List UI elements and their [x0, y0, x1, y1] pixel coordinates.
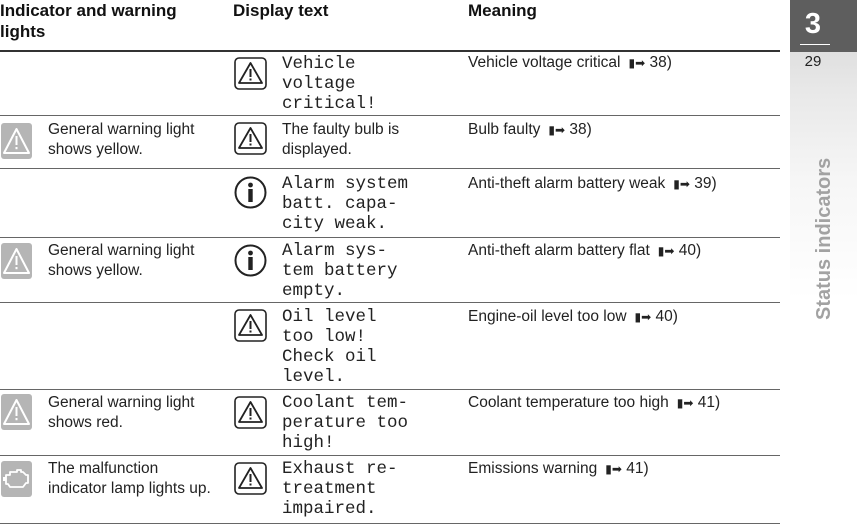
- general-warning-icon: [1, 123, 32, 159]
- meaning-text: [468, 459, 778, 479]
- general-warning-icon: [1, 243, 32, 279]
- page-ref-arrow-icon: ▮➡: [634, 310, 652, 324]
- display-text: Oil level too low! Check oil level.: [282, 307, 377, 387]
- page-ref[interactable]: 38): [649, 54, 672, 71]
- column-header-meaning: Meaning: [468, 1, 537, 20]
- meaning-text: [468, 120, 778, 140]
- indicator-text: General warning light shows yellow.: [48, 121, 195, 158]
- column-header-display: Display text: [233, 1, 329, 20]
- page-ref[interactable]: 41): [626, 460, 649, 477]
- info-icon: [234, 176, 267, 209]
- table-row: [0, 238, 780, 303]
- meaning-label: Coolant temperature too high: [468, 394, 669, 411]
- table-row: [0, 456, 780, 524]
- chapter-number: 3: [804, 8, 822, 40]
- display-text: Alarm system batt. capa- city weak.: [282, 174, 409, 234]
- general-warning-icon: [1, 394, 32, 430]
- meaning-text: [468, 241, 778, 261]
- warning-triangle-icon: [234, 57, 267, 90]
- chapter-tab: [790, 0, 857, 52]
- warning-triangle-icon: [234, 396, 267, 429]
- display-text: Vehicle voltage critical!: [282, 54, 377, 114]
- table-row: [0, 52, 780, 116]
- chapter-divider: [800, 44, 830, 45]
- meaning-label: Emissions warning: [468, 460, 598, 477]
- meaning-text: [468, 53, 778, 73]
- indicator-text: General warning light shows red.: [48, 394, 195, 431]
- meaning-text: [468, 393, 778, 413]
- meaning-text: [468, 307, 778, 327]
- page-ref[interactable]: 39): [694, 175, 717, 192]
- display-text: The faulty bulb is displayed.: [282, 121, 400, 158]
- page-ref[interactable]: 41): [697, 394, 721, 411]
- table-row: [0, 390, 780, 456]
- page-ref-arrow-icon: ▮➡: [548, 123, 566, 137]
- column-header-indicator: Indicator and warning lights: [0, 1, 177, 41]
- table-row: [0, 169, 780, 238]
- page-ref-arrow-icon: ▮➡: [673, 177, 690, 191]
- engine-malfunction-icon: [1, 461, 32, 497]
- indicator-text: The malfunction indicator lamp lights up.: [48, 460, 211, 497]
- meaning-label: Bulb faulty: [468, 121, 541, 138]
- page-ref[interactable]: 38): [569, 121, 592, 138]
- page-ref-arrow-icon: ▮➡: [605, 462, 622, 476]
- table-row: [0, 116, 780, 169]
- table-row: [0, 303, 780, 390]
- page-ref-arrow-icon: ▮➡: [676, 396, 694, 410]
- meaning-label: Engine-oil level too low: [468, 308, 627, 325]
- warning-triangle-icon: [234, 462, 267, 495]
- warning-triangle-icon: [234, 122, 267, 155]
- section-title: Status indicators: [813, 157, 835, 320]
- warning-triangle-icon: [234, 309, 267, 342]
- meaning-label: Vehicle voltage critical: [468, 54, 621, 71]
- display-text: Alarm sys- tem battery empty.: [282, 241, 398, 301]
- display-text: Exhaust re- treatment impaired.: [282, 459, 398, 519]
- indicator-text: General warning light shows yellow.: [48, 242, 195, 279]
- display-text: Coolant tem- perature too high!: [282, 393, 409, 453]
- page-ref-arrow-icon: ▮➡: [628, 56, 646, 70]
- info-icon: [234, 244, 267, 277]
- table-header: [0, 0, 780, 52]
- page-ref-arrow-icon: ▮➡: [657, 244, 675, 258]
- meaning-label: Anti-theft alarm battery flat: [468, 242, 650, 259]
- page-ref[interactable]: 40): [655, 308, 678, 325]
- page-number: 29: [804, 53, 822, 70]
- page-ref[interactable]: 40): [678, 242, 702, 259]
- row-divider: [0, 523, 780, 524]
- meaning-text: [468, 174, 778, 194]
- meaning-label: Anti-theft alarm battery weak: [468, 175, 666, 192]
